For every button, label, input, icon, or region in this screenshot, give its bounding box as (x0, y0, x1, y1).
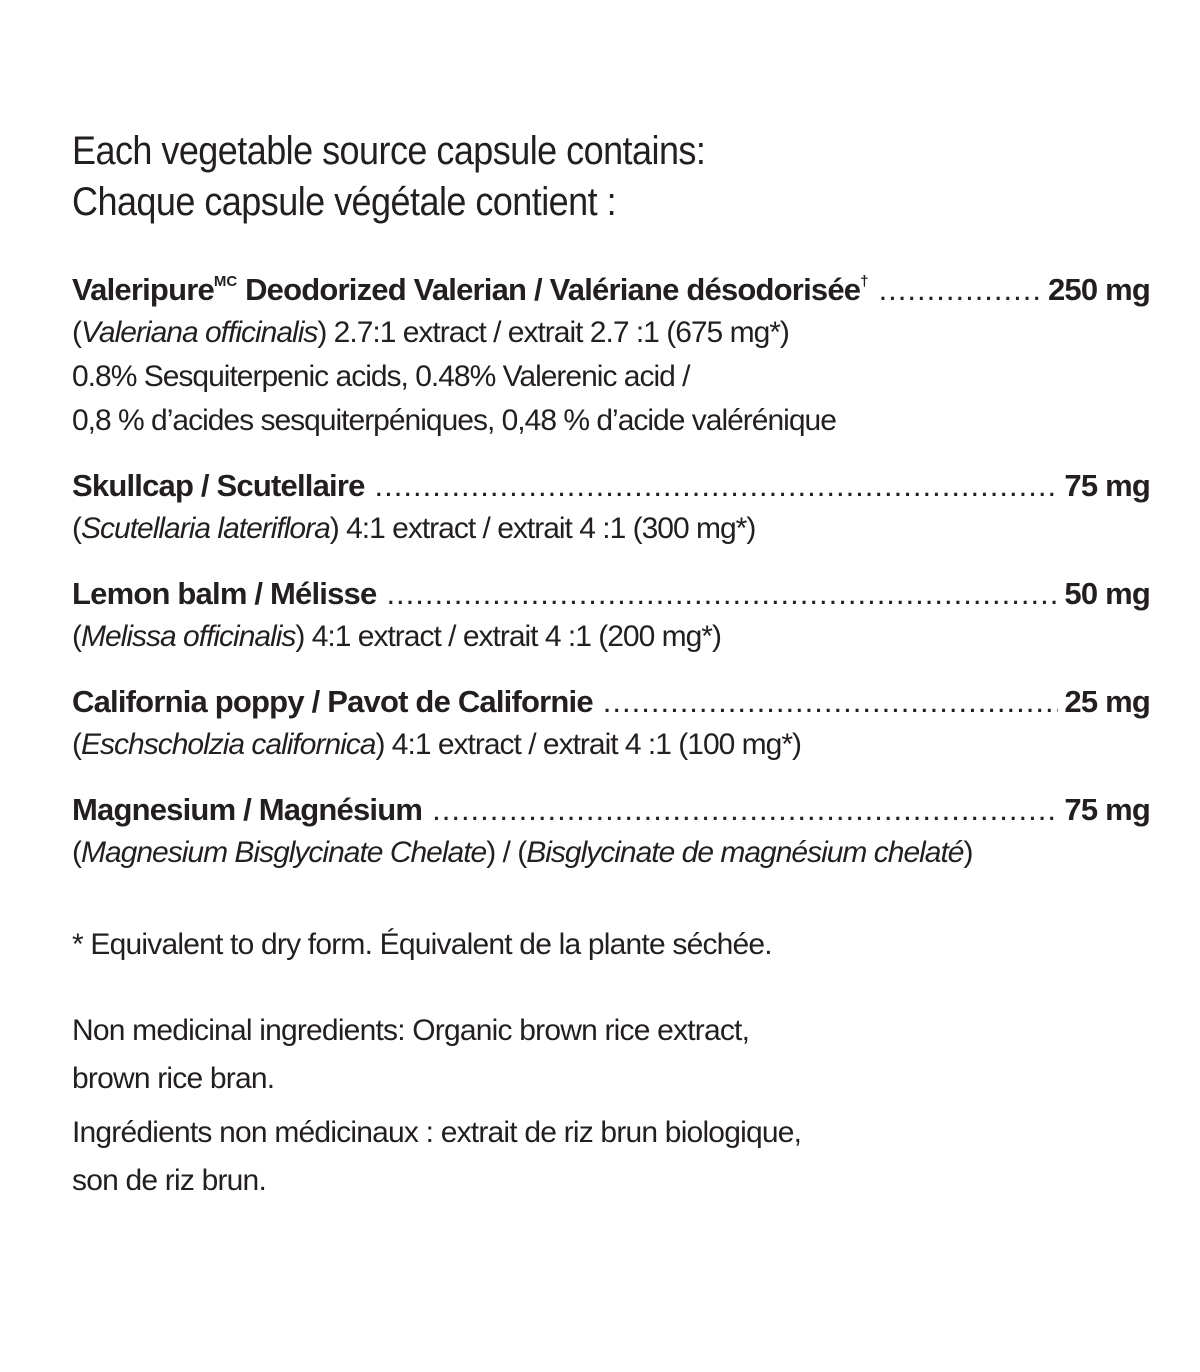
ingredient-standardization-fr: 0,8 % d’acides sesquiterpéniques, 0,48 % d’acide valérénique (72, 404, 836, 437)
dot-leader (432, 789, 1058, 831)
latin-name: Scutellaria lateriflora (81, 512, 330, 545)
header-english: Each vegetable source capsule contains: (72, 129, 706, 173)
ingredient-amount: 50 mg (1064, 576, 1150, 611)
ingredient-name: Lemon balm / Mélisse (72, 576, 377, 611)
latin-name-french: Bisglycinate de magnésium chelaté (526, 836, 964, 869)
ingredient-amount: 25 mg (1064, 684, 1150, 719)
header-french: Chaque capsule végétale contient : (72, 180, 617, 224)
ingredient-detail: (Melissa officinalis) 4:1 extract / extrait 4 :1 (200 mg*) (72, 620, 721, 653)
ingredient-detail: (Scutellaria lateriflora) 4:1 extract / extrait 4 :1 (300 mg*) (72, 512, 756, 545)
ingredient-standardization-en: 0.8% Sesquiterpenic acids, 0.48% Valerenic acid / (72, 360, 690, 393)
ingredient-detail: (Magnesium Bisglycinate Chelate) / (Bisglycinate de magnésium chelaté) (72, 836, 973, 869)
latin-name: Melissa officinalis (81, 620, 296, 653)
ingredient-name: Skullcap / Scutellaire (72, 468, 365, 503)
ingredient-row (72, 465, 1150, 507)
ingredient-name: Magnesium / Magnésium (72, 792, 423, 827)
ingredient-lemon-balm (72, 573, 1150, 659)
non-medicinal-en-line: Non medicinal ingredients: Organic brown rice extract, (72, 1014, 750, 1047)
dot-leader (879, 269, 1042, 311)
latin-name: Valeriana officinalis (81, 316, 318, 349)
ingredient-skullcap (72, 465, 1150, 551)
ingredient-row (72, 789, 1150, 831)
non-medicinal-fr-line: Ingrédients non médicinaux : extrait de riz brun biologique, (72, 1116, 802, 1149)
non-medicinal-french (72, 1109, 1150, 1205)
ingredients-panel (72, 126, 1150, 1205)
ingredient-row (72, 261, 1150, 311)
latin-name: Eschscholzia californica (81, 728, 376, 761)
ingredient-row (72, 681, 1150, 723)
latin-name: Magnesium Bisglycinate Chelate (81, 836, 487, 869)
non-medicinal-english (72, 1007, 1150, 1103)
ingredient-row (72, 573, 1150, 615)
trademark-sup: MC (213, 273, 238, 290)
ingredient-amount: 75 mg (1064, 792, 1150, 827)
dagger-mark: † (860, 273, 869, 290)
ingredient-california-poppy (72, 681, 1150, 767)
ingredient-valerian (72, 261, 1150, 443)
dot-leader (386, 573, 1058, 615)
ingredient-name: Valeripure$^{MC}$ Deodorized Valerian / Valériane désodorisée† (72, 272, 869, 307)
dry-form-footnote: * Equivalent to dry form. Équivalent de la plante séchée. (72, 928, 772, 961)
ingredient-amount: 250 mg (1047, 272, 1150, 307)
capsule-contents-header (72, 126, 1042, 228)
ingredient-magnesium (72, 789, 1150, 875)
ingredient-name: California poppy / Pavot de Californie (72, 684, 593, 719)
ingredient-amount: 75 mg (1064, 468, 1150, 503)
ingredient-detail: (Eschscholzia californica) 4:1 extract / extrait 4 :1 (100 mg*) (72, 728, 802, 761)
dot-leader (375, 465, 1059, 507)
non-medicinal-fr-line: son de riz brun. (72, 1164, 266, 1197)
ingredient-detail: (Valeriana officinalis) 2.7:1 extract / extrait 2.7 :1 (675 mg*) (72, 316, 789, 349)
non-medicinal-en-line: brown rice bran. (72, 1062, 275, 1095)
dot-leader (603, 681, 1059, 723)
